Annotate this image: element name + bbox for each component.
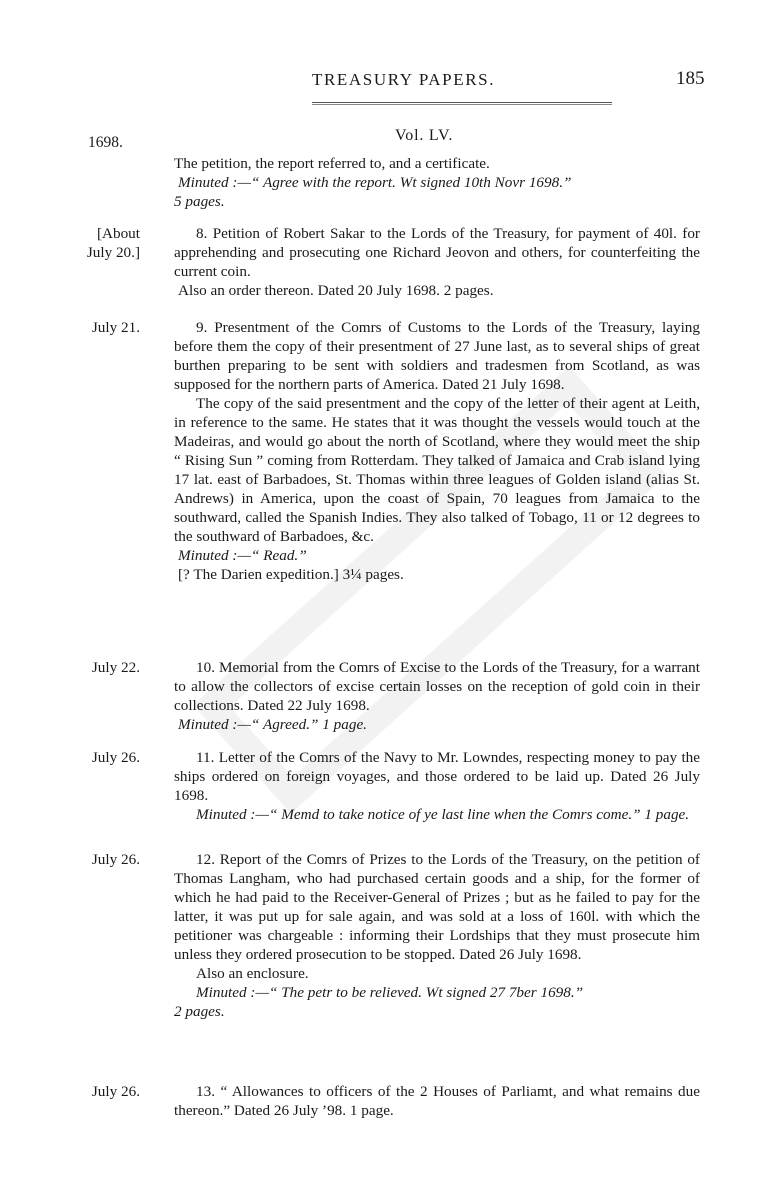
entry-text: The petition, the report referred to, and a certificate.: [174, 155, 490, 172]
entry-text: 10. Memorial from the Comrs of Excise to the Lords of the Treasury, for a warrant to allow the collectors of excise certain losses on the reception of gold coin in their collections. Dated 22 July 1698.: [174, 659, 700, 714]
margin-year: 1698.: [88, 134, 123, 151]
entry-9: [174, 318, 700, 584]
minute-text: Minuted :—“ Agree with the report. Wt signed 10th Novr 1698.”: [178, 174, 572, 191]
entry-12: [174, 850, 700, 1021]
entry-text: 13. “ Allowances to officers of the 2 Houses of Parliamt, and what remains due thereon.” Dated 26 July ’98. 1 page.: [174, 1083, 700, 1119]
entry-date: July 26.: [91, 851, 140, 868]
entry-11: [174, 748, 700, 824]
entry-date: [About July 20.]: [86, 225, 140, 261]
entry-note: Also an order thereon. Dated 20 July 1698. 2 pages.: [178, 282, 494, 299]
entry-13: [174, 1082, 700, 1120]
entry-text: The copy of the said presentment and the copy of the letter of their agent at Leith, in reference to the same. He states that it was thought the vessels would touch at the Madeiras, and would go about the north of Scotland, where they would meet the ship “ Rising Sun ” coming from Rotterdam. They talked of Jamaica and Crab island lying 17 lat. east of Barbadoes, St. Thomas within three leagues of Golden island (alias St. Andrews) in America, upon the coast of Spain, 70 leagues from Jamaica to the southward, called the Spanish Indies. They also talked of Tobago, 11 or 12 degrees to the southward of Barbadoes, &c.: [174, 395, 700, 545]
entry-date: July 26.: [91, 1083, 140, 1100]
entry-date: July 21.: [91, 319, 140, 336]
minute-text: Minuted :—“ The petr to be relieved. Wt signed 27 7ber 1698.”: [196, 984, 584, 1001]
entry-10: [174, 658, 700, 734]
minute-text: Minuted :—“ Memd to take notice of ye last line when the Comrs come.” 1 page.: [196, 806, 690, 823]
page-number: 185: [676, 68, 705, 89]
entry-text: 11. Letter of the Comrs of the Navy to Mr. Lowndes, respecting money to pay the ships ordered on foreign voyages, and those ordered to be laid up. Dated 26 July 1698.: [174, 749, 700, 804]
minute-text: Minuted :—“ Read.”: [178, 547, 307, 564]
entry-note: Also an enclosure.: [196, 965, 309, 982]
header-rule: [312, 102, 612, 103]
page-count: 5 pages.: [174, 193, 225, 210]
entry-text: 8. Petition of Robert Sakar to the Lords of the Treasury, for payment of 40l. for apprehending and prosecuting one Richard Jeovon and others, for counterfeiting the current coin.: [174, 225, 700, 280]
minute-text: Minuted :—“ Agreed.” 1 page.: [178, 716, 367, 733]
volume-heading: Vol. LV.: [395, 127, 454, 144]
entry-text: 12. Report of the Comrs of Prizes to the Lords of the Treasury, on the petition of Thomas Langham, who had purchased certain goods and a ship, for the former of which he had paid to the Receiver-General of Prizes ; but as he failed to pay for the latter, it was put up for sale again, and was sold at a loss of 160l. with which the petitioner was chargeable : informing their Lordships that they must prosecute him unless they ordered prosecution to be stopped. Dated 26 July 1698.: [174, 851, 700, 963]
page-count: 2 pages.: [174, 1003, 225, 1020]
entry-continuation: [174, 154, 700, 211]
entry-8: [174, 224, 700, 300]
entry-date: July 26.: [91, 749, 140, 766]
header-rule-secondary: [312, 104, 612, 105]
running-header: TREASURY PAPERS.: [312, 70, 496, 89]
entry-text: 9. Presentment of the Comrs of Customs to the Lords of the Treasury, laying before them the copy of their presentment of 27 June last, as to several ships of great burthen preparing to be sent with soldiers and tradesmen from Scotland, as was supposed for the northern parts of America. Dated 21 July 1698.: [174, 319, 700, 393]
entry-date: July 22.: [91, 659, 140, 676]
entry-note: [? The Darien expedition.] 3¼ pages.: [178, 566, 404, 583]
